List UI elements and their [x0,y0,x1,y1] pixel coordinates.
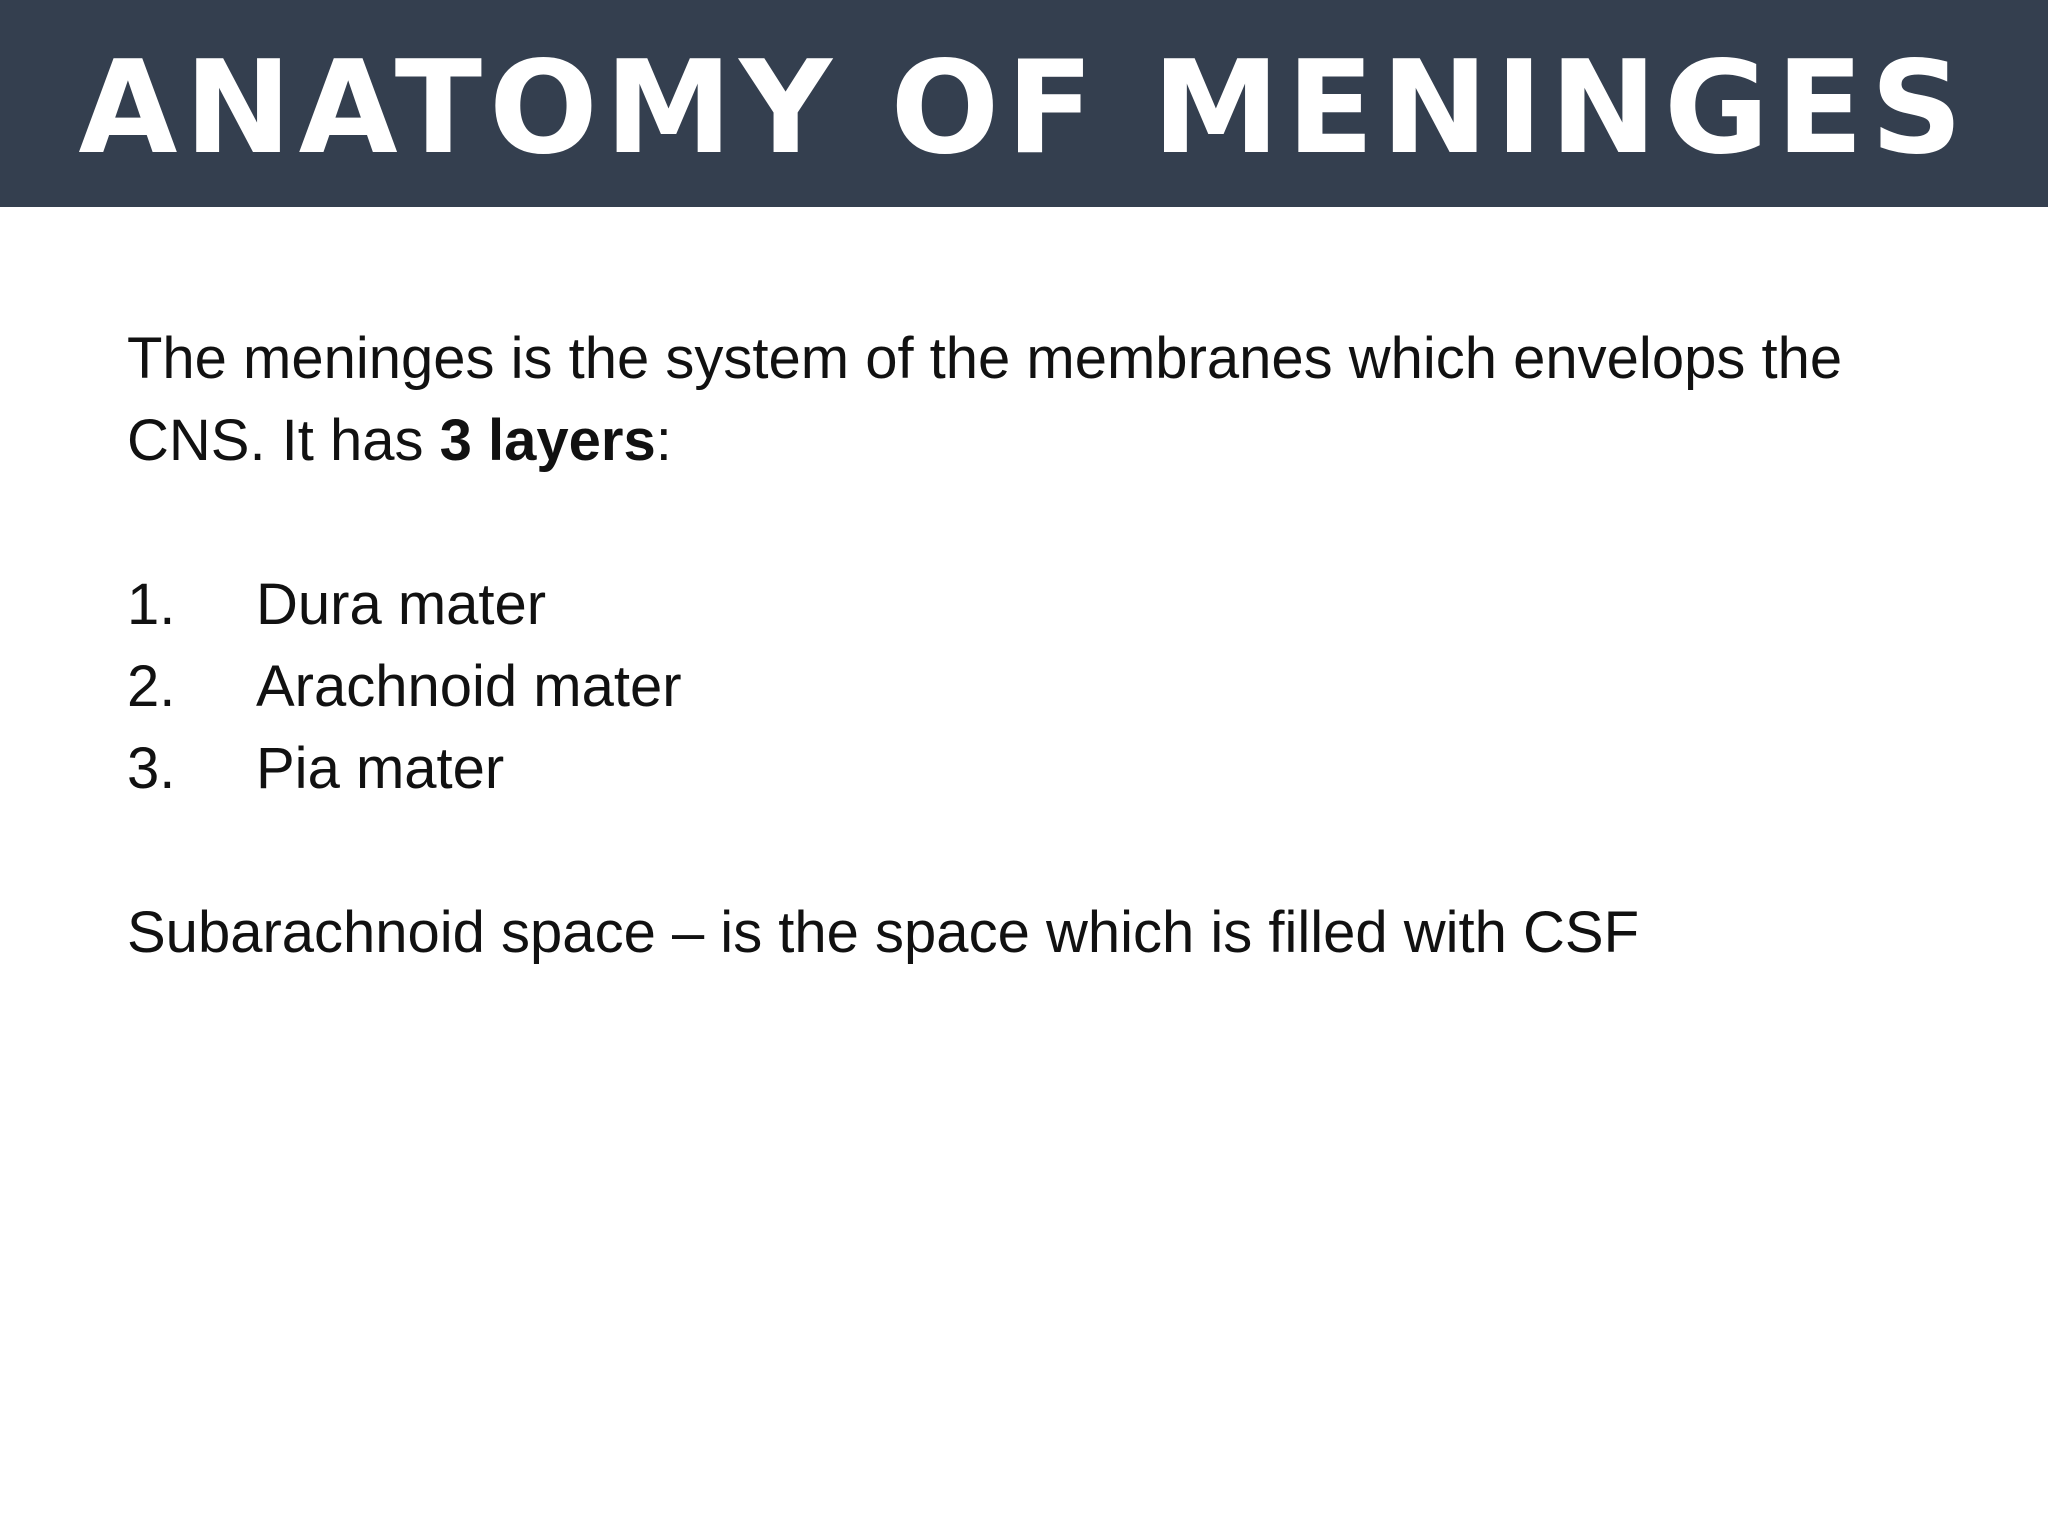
intro-end: : [655,408,672,473]
list-number: 3. [127,736,176,801]
list-item [127,728,1927,810]
list-label: Pia mater [256,736,505,801]
layer-list [127,564,1927,810]
list-item [127,564,1927,646]
slide-title: ANATOMY OF MENINGES [78,34,1970,183]
list-label: Arachnoid mater [256,654,682,719]
list-number: 2. [127,654,176,719]
list-number: 1. [127,572,176,637]
intro-bold: 3 layers [439,408,656,473]
list-item [127,646,1927,728]
intro-text: The meninges is the system of the membranes which envelops the CNS. It has [127,326,1843,473]
slide-body [127,318,1927,974]
title-bar [0,0,2048,207]
intro-paragraph [127,318,1927,482]
list-label: Dura mater [256,572,547,637]
subarachnoid-note: Subarachnoid space – is the space which is filled with CSF [127,900,1639,965]
